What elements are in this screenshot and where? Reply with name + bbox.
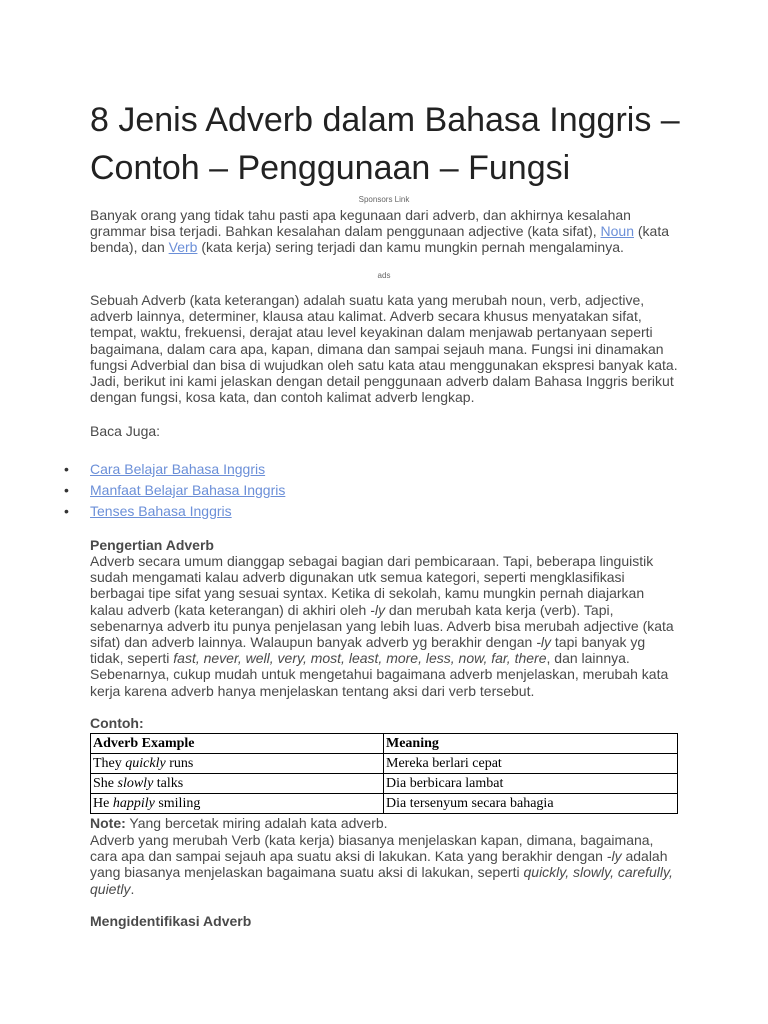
title-line-1: 8 Jenis Adverb dalam Bahasa Inggris – (90, 101, 680, 139)
pengertian-paragraph (90, 553, 680, 699)
p4-text-3: . (130, 880, 135, 897)
sponsors-label: Sponsors Link (358, 195, 410, 204)
title-line-2: Contoh – Penggunaan – Fungsi (90, 149, 571, 187)
table-header-row (91, 734, 678, 754)
mengidentifikasi-heading: Mengidentifikasi Adverb (90, 913, 252, 929)
table-row (91, 794, 678, 814)
meaning-cell: Mereka berlari cepat (384, 754, 678, 774)
verb-link[interactable]: Verb (168, 239, 198, 256)
link-cara-belajar[interactable]: Cara Belajar Bahasa Inggris (90, 461, 266, 477)
intro-text-1: Banyak orang yang tidak tahu pasti apa kegunaan dari adverb, dan akhirnya kesalahan grammar bisa terjadi. Bahkan kesalahan dalam penggunaan adjective (kata sifat), (90, 207, 631, 240)
table-row (91, 754, 678, 774)
p4-text-1: Adverb yang merubah Verb (kata kerja) biasanya menjelaskan kapan, dimana, bagaimana, cara apa dan sampai sejauh apa suatu aksi di lakukan. Kata yang berakhir dengan (90, 832, 654, 865)
list-item (60, 459, 285, 480)
meaning-cell: Dia berbicara lambat (384, 774, 678, 794)
pengertian-heading: Pengertian Adverb (90, 537, 214, 553)
ly-suffix: -ly (536, 634, 551, 651)
bullet-icon: • (64, 482, 69, 498)
pengertian-text-4: , dan lainnya. Sebenarnya, cukup mudah untuk mengetahui bagaimana adverb menjelaskan, merubah kata kerja karena adverb hanya menjelaskan tentang aksi dari verb tersebut. (90, 650, 669, 699)
example-cell: They quickly runs (91, 754, 384, 774)
intro-paragraph (90, 207, 680, 256)
adverb-examples: fast, never, well, very, most, least, more, less, now, far, there (173, 650, 547, 667)
list-item (60, 501, 285, 522)
header-meaning: Meaning (384, 734, 678, 754)
intro-text-3: (kata kerja) sering terjadi dan kamu mungkin pernah mengalaminya. (197, 239, 624, 256)
ly-suffix: -ly (606, 848, 622, 865)
pengertian-text-2: dan merubah kata kerja (verb). Tapi, sebenarnya adverb itu punya penjelasan yang lebih luas. Adverb bisa merubah adjective (kata sifat) dan adverb lainnya. Walaupun banyak adverb yg berakhir dengan (90, 601, 674, 651)
note-paragraph (90, 815, 680, 831)
pengertian-text-1: Adverb secara umum dianggap sebagai bagian dari pembicaraan. Tapi, beberapa linguistik sudah mengamati kalau adverb digunakan utk semua kategori, seperti mengklasifikasi berbagai tipe sifat yang sesuai syntax. Ketika di sekolah, kamu mungkin pernah diajarkan kalau adverb (kata keterangan) di akhiri oleh (90, 553, 654, 618)
page-title (90, 96, 690, 192)
note-label: Note: (90, 815, 126, 831)
noun-link[interactable]: Noun (600, 223, 634, 240)
adverb-definition-paragraph: Sebuah Adverb (kata keterangan) adalah suatu kata yang merubah noun, verb, adjective, adverb lainnya, determiner, klausa atau kalimat. Adverb secara khusus menyatakan sifat, tempat, waktu, frekuensi, derajat atau level keyakinan dalam menjawab pertanyaan seperti bagaimana, dalam cara apa, kapan, dimana dan sampai sejauh mana. Fungsi ini dinamakan fungsi Adverbial dan bisa di wujudkan oleh satu kata atau menggunakan ekspresi banyak kata. Jadi, berikut ini kami jelaskan dengan detail penggunaan adverb dalam Bahasa Inggris berikut dengan fungsi, kosa kata, dan contoh kalimat adverb lengkap. (90, 292, 678, 406)
adverb-example-table (90, 733, 678, 814)
baca-juga-label: Baca Juga: (90, 423, 161, 439)
example-cell: She slowly talks (91, 774, 384, 794)
adverb-examples: quickly, slowly, carefully, quietly (90, 864, 673, 897)
link-tenses[interactable]: Tenses Bahasa Inggris (90, 503, 232, 519)
list-item (60, 480, 285, 501)
ly-suffix: -ly (370, 601, 385, 618)
bullet-icon: • (64, 503, 69, 519)
ads-label: ads (377, 271, 391, 280)
contoh-label: Contoh: (90, 715, 144, 731)
pengertian-text-3: tapi banyak yg tidak, seperti (90, 634, 646, 667)
example-cell: He happily smiling (91, 794, 384, 814)
table-row (91, 774, 678, 794)
header-adverb-example: Adverb Example (91, 734, 384, 754)
meaning-cell: Dia tersenyum secara bahagia (384, 794, 678, 814)
verb-modifier-paragraph (90, 832, 680, 897)
note-text: Yang bercetak miring adalah kata adverb. (125, 815, 388, 831)
p4-text-2: adalah yang biasanya menjelaskan bagaimana suatu aksi di lakukan, seperti (90, 848, 668, 881)
intro-text-2: (kata benda), dan (90, 223, 669, 256)
link-manfaat-belajar[interactable]: Manfaat Belajar Bahasa Inggris (90, 482, 286, 498)
bullet-icon: • (64, 461, 69, 477)
related-links-list (60, 459, 285, 522)
